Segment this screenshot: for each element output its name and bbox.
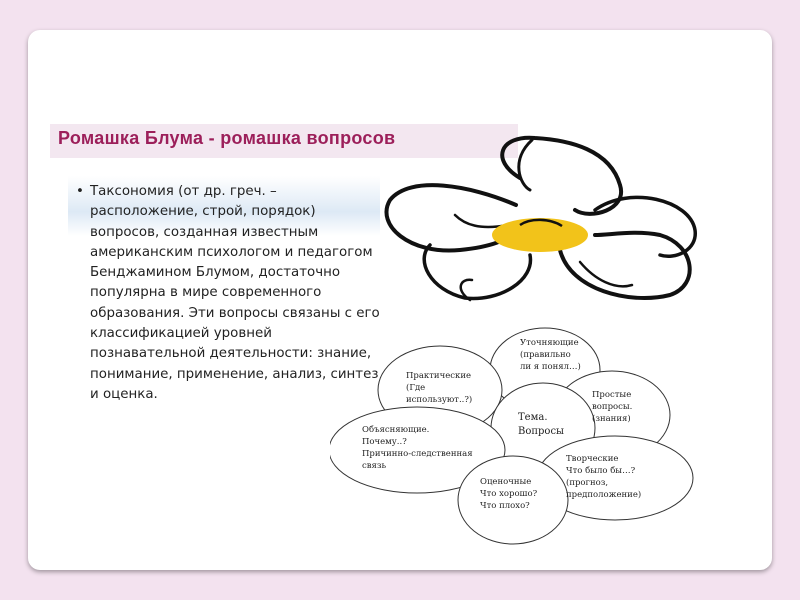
petal-text-simple: Простые вопросы. (знания) bbox=[592, 390, 633, 424]
daisy-illustration bbox=[370, 130, 710, 330]
petal-text-explaining: Объясняющие. Почему..? Причинно-следственная связь bbox=[362, 425, 473, 471]
slide-title: Ромашка Блума - ромашка вопросов bbox=[58, 128, 396, 148]
bullet-marker: • bbox=[76, 184, 84, 199]
center-text: Тема. Вопросы bbox=[518, 412, 565, 437]
daisy-center bbox=[492, 218, 588, 252]
petal-text-evaluative: Оценочные Что хорошо? Что плохо? bbox=[480, 477, 538, 511]
petal-text-practical: Практические (Где используют..?) bbox=[406, 371, 473, 405]
paragraph-text: Таксономия (от др. греч. – расположение, строй, порядок) вопросов, созданная известным американским психологом и педагогом Бенджамином Блумом, достаточно популярна в мире современного образования. Эти вопросы связаны с его классификацией уровней познавательной деятельности: знание, понимание, применение, анализ, синтез и оценка. bbox=[90, 184, 380, 402]
petal-text-clarifying: Уточняющие (правильно ли я понял…) bbox=[520, 338, 581, 372]
question-chamomile bbox=[330, 310, 700, 550]
petal-evaluative bbox=[458, 456, 568, 544]
petal-text-creative: Творческие Что было бы…? (прогноз, предположение) bbox=[566, 454, 642, 500]
